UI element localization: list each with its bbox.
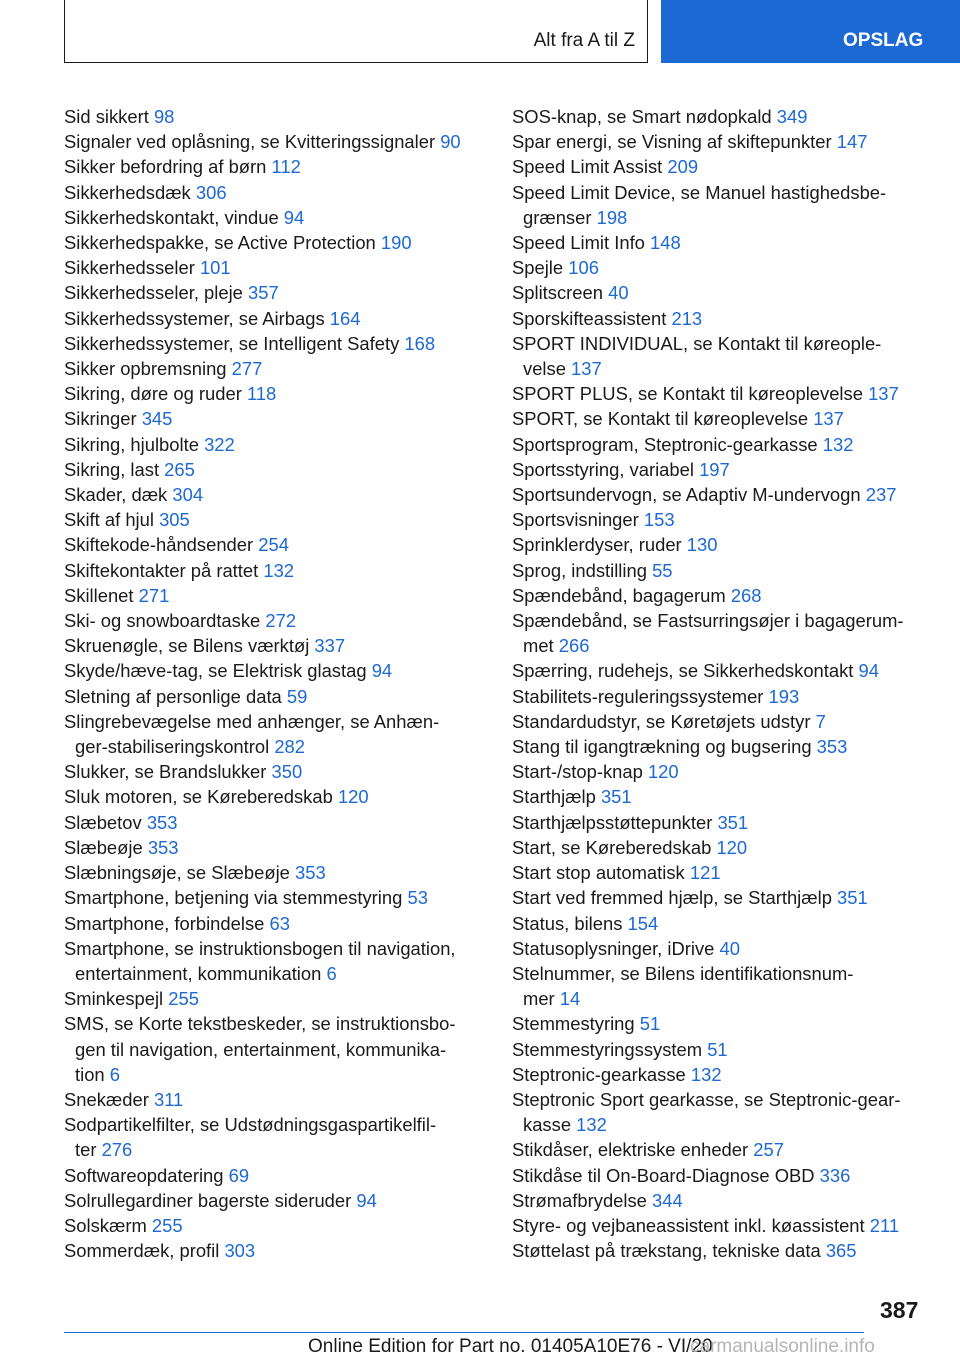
- index-entry-text: Softwareopdatering: [64, 1164, 229, 1186]
- index-entry-text: ter: [75, 1139, 102, 1161]
- index-entry-text: Steptronic-gearkasse: [512, 1063, 691, 1085]
- index-entry: [64, 129, 484, 154]
- page-reference-link[interactable]: 211: [869, 1214, 900, 1236]
- page-reference-link[interactable]: 120: [647, 761, 679, 783]
- index-entry-text: Slukker, se Brandslukker: [64, 761, 272, 783]
- index-entry: [512, 532, 932, 557]
- index-entry-text: ger-stabiliseringskontrol: [75, 736, 275, 758]
- index-entry: [64, 406, 484, 431]
- index-entry-text: Spejle: [512, 257, 569, 279]
- index-entry: [512, 306, 932, 331]
- page-reference-link[interactable]: 351: [717, 811, 749, 833]
- index-entry-text: grænser: [523, 206, 597, 228]
- index-entry: [512, 457, 932, 482]
- index-entry-text: gen til navigation, entertainment, kommunika-: [75, 1038, 447, 1060]
- index-entry: [64, 810, 484, 835]
- index-entry-text: Sikring, last: [64, 458, 165, 480]
- index-entry-text: Sikker opbremsning: [64, 358, 232, 380]
- page-reference-link[interactable]: 6: [109, 1063, 120, 1085]
- page-reference-link[interactable]: 197: [699, 458, 730, 480]
- page-reference-link[interactable]: 345: [141, 408, 173, 430]
- index-entry: [512, 961, 932, 986]
- index-entry: [64, 1011, 484, 1036]
- page-reference-link[interactable]: 311: [153, 1088, 184, 1110]
- page-reference-link[interactable]: 351: [600, 786, 632, 808]
- index-entry: [512, 885, 932, 910]
- page-reference-link[interactable]: 257: [753, 1139, 784, 1161]
- page-reference-link[interactable]: 304: [172, 484, 204, 506]
- page-reference-link[interactable]: 90: [440, 131, 461, 153]
- page-reference-link[interactable]: 266: [558, 635, 590, 657]
- index-entry: [64, 381, 484, 406]
- index-entry-continuation: [512, 1112, 932, 1137]
- page-reference-link[interactable]: 154: [627, 912, 659, 934]
- index-entry-text: kasse: [523, 1114, 577, 1136]
- index-entry-text: SPORT INDIVIDUAL, se Kontakt til køreople-: [512, 332, 882, 354]
- index-entry: [512, 1087, 932, 1112]
- index-column-left: [64, 104, 484, 1263]
- index-entry-text: Sikker befordring af børn: [64, 156, 272, 178]
- index-entry: [512, 936, 932, 961]
- page-reference-link[interactable]: 353: [295, 862, 326, 884]
- page-reference-link[interactable]: 112: [271, 156, 301, 178]
- index-entry-text: Slingrebevægelse med anhænger, se Anhæn-: [64, 710, 440, 732]
- index-entry: [512, 709, 932, 734]
- index-entry-continuation: [512, 356, 932, 381]
- footer-watermark: carmanualsonline.info: [690, 1336, 875, 1357]
- index-entry-text: Sletning af personlige data: [64, 685, 287, 707]
- index-entry-continuation: [64, 1137, 484, 1162]
- footer-divider: [64, 1332, 864, 1333]
- index-entry: [64, 482, 484, 507]
- index-entry-text: Skyde/hæve-tag, se Elektrisk glastag: [64, 660, 372, 682]
- page-reference-link[interactable]: 120: [716, 836, 748, 858]
- index-entry: [64, 784, 484, 809]
- index-entry-text: Sportsstyring, variabel: [512, 458, 700, 480]
- index-entry-text: Sminkespejl: [64, 988, 169, 1010]
- page-reference-link[interactable]: 14: [559, 988, 581, 1010]
- index-entry: [512, 810, 932, 835]
- page-reference-link[interactable]: 94: [858, 660, 879, 682]
- page-reference-link[interactable]: 190: [380, 232, 412, 254]
- page-reference-link[interactable]: 198: [596, 206, 628, 228]
- index-entry-text: Start, se Køreberedskab: [512, 836, 717, 858]
- page-reference-link[interactable]: 51: [639, 1013, 661, 1035]
- page-reference-link[interactable]: 69: [228, 1164, 250, 1186]
- index-entry-text: Skader, dæk: [64, 484, 173, 506]
- index-entry-text: Stemmestyringssystem: [512, 1038, 708, 1060]
- index-entry: [512, 1137, 932, 1162]
- index-entry-text: Sluk motoren, se Køreberedskab: [64, 786, 338, 808]
- index-entry-text: Status, bilens: [512, 912, 628, 934]
- index-entry: [512, 1037, 932, 1062]
- index-entry-text: Sprog, indstilling: [512, 559, 653, 581]
- index-entry-text: Splitscreen: [512, 282, 609, 304]
- page-reference-link[interactable]: 255: [168, 988, 199, 1010]
- index-entry-text: Speed Limit Assist: [512, 156, 668, 178]
- index-entry: [512, 835, 932, 860]
- page-reference-link[interactable]: 7: [815, 710, 826, 732]
- page-reference-link[interactable]: 164: [329, 307, 361, 329]
- index-entry: [64, 507, 484, 532]
- tab-opslag-label: OPSLAG: [843, 30, 924, 51]
- index-entry-text: Spændebånd, bagagerum: [512, 584, 731, 606]
- page-reference-link[interactable]: 6: [326, 962, 337, 984]
- index-entry-text: met: [523, 635, 559, 657]
- page-reference-link[interactable]: 305: [159, 509, 190, 531]
- index-entry: [512, 1213, 932, 1238]
- index-entry: [512, 558, 932, 583]
- index-entry-text: SMS, se Korte tekstbeskeder, se instruktionsbo-: [64, 1013, 456, 1035]
- index-entry: [64, 936, 484, 961]
- index-entry: [512, 1163, 932, 1188]
- index-entry: [64, 306, 484, 331]
- index-entry-text: SOS-knap, se Smart nødopkald: [512, 106, 777, 127]
- index-entry-continuation: [512, 205, 932, 230]
- index-entry-text: Start stop automatisk: [512, 862, 690, 884]
- index-entry-text: Statusoplysninger, iDrive: [512, 937, 720, 959]
- header-frame: [64, 0, 648, 63]
- index-entry-text: Sodpartikelfilter, se Udstødningsgaspartikelfil-: [64, 1114, 437, 1136]
- page-reference-link[interactable]: 353: [816, 736, 848, 758]
- index-entry-continuation: [64, 734, 484, 759]
- page-reference-link[interactable]: 63: [269, 912, 290, 934]
- index-entry-text: Starthjælp: [512, 786, 601, 808]
- index-entry-continuation: [64, 961, 484, 986]
- index-entry-text: mer: [523, 988, 560, 1010]
- index-entry-text: Sikkerhedssystemer, se Intelligent Safety: [64, 332, 405, 354]
- index-entry: [512, 658, 932, 683]
- page-reference-link[interactable]: 277: [231, 358, 263, 380]
- index-entry-text: velse: [523, 358, 572, 380]
- index-entry: [64, 356, 484, 381]
- page-reference-link[interactable]: 353: [146, 811, 178, 833]
- index-entry: [64, 658, 484, 683]
- index-entry-text: Stemmestyring: [512, 1013, 640, 1035]
- index-entry: [64, 558, 484, 583]
- index-entry-text: Stelnummer, se Bilens identifikationsnum-: [512, 962, 854, 984]
- index-entry-text: Slæbetov: [64, 811, 147, 833]
- page-reference-link[interactable]: 168: [404, 332, 436, 354]
- index-entry: [512, 406, 932, 431]
- index-entry-text: Smartphone, betjening via stemmestyring: [64, 887, 408, 909]
- index-entry: [64, 1087, 484, 1112]
- index-entry-text: Sikringer: [64, 408, 142, 430]
- page-reference-link[interactable]: 148: [650, 232, 681, 254]
- page-reference-link[interactable]: 209: [667, 156, 699, 178]
- page-reference-link[interactable]: 237: [865, 484, 897, 506]
- index-entry: [64, 255, 484, 280]
- index-entry: [512, 911, 932, 936]
- index-entry-text: Sikring, hjulbolte: [64, 433, 205, 455]
- index-entry: [64, 1112, 484, 1137]
- index-entry-text: Sporskifteassistent: [512, 307, 672, 329]
- page-reference-link[interactable]: 120: [337, 786, 369, 808]
- index-entry-text: Spændebånd, se Fastsurringsøjer i bagagerum-: [512, 610, 904, 632]
- page-reference-link[interactable]: 193: [768, 685, 800, 707]
- index-entry: [512, 684, 932, 709]
- index-entry: [64, 1188, 484, 1213]
- index-entry: [64, 457, 484, 482]
- page-reference-link[interactable]: 137: [868, 383, 899, 405]
- page-reference-link[interactable]: 255: [151, 1214, 183, 1236]
- index-entry: [512, 507, 932, 532]
- index-entry-text: Sikkerhedspakke, se Active Protection: [64, 232, 381, 254]
- index-entry-text: Skiftekode-håndsender: [64, 534, 259, 556]
- index-entry: [64, 432, 484, 457]
- index-entry: [512, 1062, 932, 1087]
- index-entry-text: Sikkerhedskontakt, vindue: [64, 206, 284, 228]
- index-entry-text: Signaler ved oplåsning, se Kvitteringssignaler: [64, 131, 441, 153]
- index-entry-text: Solskærm: [64, 1214, 152, 1236]
- index-entry-continuation: [64, 1037, 484, 1062]
- index-entry: [512, 1238, 932, 1263]
- page-reference-link[interactable]: 132: [576, 1114, 607, 1136]
- page-reference-link[interactable]: 271: [138, 584, 170, 606]
- index-entry-text: Støttelast på trækstang, tekniske data: [512, 1240, 826, 1262]
- index-entry: [512, 129, 932, 154]
- index-entry-text: Start ved fremmed hjælp, se Starthjælp: [512, 887, 838, 909]
- index-entry-text: Snekæder: [64, 1088, 154, 1110]
- index-entry: [512, 180, 932, 205]
- page-reference-link[interactable]: 306: [195, 181, 227, 203]
- index-entry-text: Stikdåse til On-Board-Diagnose OBD: [512, 1164, 820, 1186]
- page-reference-link[interactable]: 254: [258, 534, 289, 556]
- index-entry: [512, 734, 932, 759]
- page-reference-link[interactable]: 147: [836, 131, 868, 153]
- page-reference-link[interactable]: 137: [813, 408, 844, 430]
- page-reference-link[interactable]: 276: [101, 1139, 133, 1161]
- index-entry: [512, 608, 932, 633]
- index-entry-text: Sportsundervogn, se Adaptiv M-undervogn: [512, 484, 866, 506]
- index-entry-text: tion: [75, 1063, 110, 1085]
- index-entry: [512, 255, 932, 280]
- page-reference-link[interactable]: 357: [248, 282, 279, 304]
- page-reference-link[interactable]: 336: [819, 1164, 851, 1186]
- index-entry: [512, 154, 932, 179]
- page-reference-link[interactable]: 353: [147, 836, 179, 858]
- index-entry: [512, 1188, 932, 1213]
- page-reference-link[interactable]: 137: [571, 358, 602, 380]
- page-reference-link[interactable]: 344: [652, 1189, 683, 1211]
- page-reference-link[interactable]: 132: [263, 559, 295, 581]
- page-reference-link[interactable]: 265: [164, 458, 195, 480]
- index-entry-text: SPORT, se Kontakt til køreoplevelse: [512, 408, 814, 430]
- index-entry: [64, 583, 484, 608]
- page-reference-link[interactable]: 94: [283, 206, 305, 228]
- index-entry-text: Sportsvisninger: [512, 509, 644, 531]
- page-reference-link[interactable]: 268: [730, 584, 762, 606]
- index-entry: [512, 784, 932, 809]
- index-entry: [64, 684, 484, 709]
- page-reference-link[interactable]: 101: [199, 257, 231, 279]
- index-entry-text: Speed Limit Device, se Manuel hastighedsbe-: [512, 181, 887, 203]
- index-entry-continuation: [512, 986, 932, 1011]
- index-entry-text: Sikkerhedsseler: [64, 257, 200, 279]
- index-entry: [512, 1011, 932, 1036]
- index-entry: [512, 432, 932, 457]
- page-reference-link[interactable]: 121: [689, 862, 721, 884]
- index-entry: [512, 104, 932, 129]
- index-entry: [64, 860, 484, 885]
- page-reference-link[interactable]: 94: [356, 1189, 377, 1211]
- index-entry-text: Stikdåser, elektriske enheder: [512, 1139, 754, 1161]
- tab-opslag[interactable]: [661, 0, 960, 63]
- index-entry: [64, 885, 484, 910]
- index-entry-text: Smartphone, se instruktionsbogen til navigation,: [64, 937, 456, 959]
- index-entry-text: Slæbeøje: [64, 836, 148, 858]
- index-entry-text: Solrullegardiner bagerste sideruder: [64, 1189, 357, 1211]
- page-reference-link[interactable]: 53: [407, 887, 428, 909]
- index-entry-text: Stabilitets-reguleringssystemer: [512, 685, 769, 707]
- index-entry-text: Speed Limit Info: [512, 232, 651, 254]
- index-entry-text: Skift af hjul: [64, 509, 160, 531]
- page-reference-link[interactable]: 350: [271, 761, 303, 783]
- index-entry-text: Stang til igangtrækning og bugsering: [512, 736, 817, 758]
- index-entry: [64, 230, 484, 255]
- index-entry-text: Styre- og vejbaneassistent inkl. køassistent: [512, 1214, 870, 1236]
- index-entry: [64, 154, 484, 179]
- page-reference-link[interactable]: 55: [652, 559, 673, 581]
- index-entry-text: Skillenet: [64, 584, 139, 606]
- page-reference-link[interactable]: 322: [204, 433, 235, 455]
- index-entry-text: SPORT PLUS, se Kontakt til køreoplevelse: [512, 383, 869, 405]
- page-reference-link[interactable]: 213: [671, 307, 703, 329]
- index-entry-text: Strømafbrydelse: [512, 1189, 653, 1211]
- page-reference-link[interactable]: 94: [371, 660, 393, 682]
- index-entry-continuation: [512, 633, 932, 658]
- page-reference-link[interactable]: 303: [224, 1240, 256, 1262]
- index-entry: [64, 759, 484, 784]
- page-reference-link[interactable]: 153: [643, 509, 675, 531]
- index-entry: [64, 280, 484, 305]
- index-entry-text: Sikring, døre og ruder: [64, 383, 247, 405]
- index-entry: [512, 482, 932, 507]
- page-reference-link[interactable]: 351: [837, 887, 868, 909]
- index-entry: [64, 180, 484, 205]
- index-entry: [512, 381, 932, 406]
- index-entry: [64, 709, 484, 734]
- index-entry-continuation: [64, 1062, 484, 1087]
- index-entry-text: Sikkerhedsdæk: [64, 181, 196, 203]
- index-entry-text: Spærring, rudehejs, se Sikkerhedskontakt: [512, 660, 859, 682]
- index-entry-text: Sikkerhedsseler, pleje: [64, 282, 249, 304]
- index-entry-text: Sommerdæk, profil: [64, 1240, 225, 1262]
- section-title: Alt fra A til Z: [533, 30, 635, 51]
- index-entry-text: Smartphone, forbindelse: [64, 912, 270, 934]
- index-entry: [512, 759, 932, 784]
- index-entry: [64, 608, 484, 633]
- index-entry-text: Skruenøgle, se Bilens værktøj: [64, 635, 315, 657]
- index-entry: [512, 860, 932, 885]
- index-entry-text: Steptronic Sport gearkasse, se Steptronic-gear-: [512, 1088, 901, 1110]
- index-entry: [512, 331, 932, 356]
- page-reference-link[interactable]: 51: [707, 1038, 728, 1060]
- index-entry: [64, 104, 484, 129]
- index-entry: [64, 633, 484, 658]
- index-entry: [64, 911, 484, 936]
- page-reference-link[interactable]: 349: [776, 106, 808, 127]
- page-reference-link[interactable]: 98: [153, 106, 175, 127]
- index-entry: [512, 583, 932, 608]
- index-entry: [512, 280, 932, 305]
- index-entry-text: Spar energi, se Visning af skiftepunkter: [512, 131, 837, 153]
- index-entry-text: entertainment, kommunikation: [75, 962, 327, 984]
- index-entry-text: Sportsprogram, Steptronic-gearkasse: [512, 433, 823, 455]
- page-reference-link[interactable]: 130: [686, 534, 718, 556]
- index-entry: [64, 205, 484, 230]
- index-entry-text: Skiftekontakter på rattet: [64, 559, 264, 581]
- page-reference-link[interactable]: 365: [825, 1240, 857, 1262]
- page-number: 387: [880, 1297, 919, 1323]
- index-entry: [64, 1213, 484, 1238]
- index-entry: [64, 532, 484, 557]
- page-reference-link[interactable]: 132: [822, 433, 854, 455]
- page-reference-link[interactable]: 118: [246, 383, 277, 405]
- index-entry-text: Standardudstyr, se Køretøjets udstyr: [512, 710, 816, 732]
- index-column-right: [512, 104, 932, 1263]
- page-reference-link[interactable]: 40: [719, 937, 740, 959]
- page-reference-link[interactable]: 40: [608, 282, 629, 304]
- page-reference-link[interactable]: 106: [568, 257, 599, 279]
- index-entry: [64, 331, 484, 356]
- index-entry-text: Sikkerhedssystemer, se Airbags: [64, 307, 330, 329]
- page-reference-link[interactable]: 272: [265, 610, 297, 632]
- page-reference-link[interactable]: 59: [286, 685, 308, 707]
- index-entry-text: Starthjælpsstøttepunkter: [512, 811, 718, 833]
- index-entry: [64, 1238, 484, 1263]
- index-entry: [64, 1163, 484, 1188]
- footer-edition: Online Edition for Part no. 01405A10E76 - VI/20: [308, 1336, 713, 1357]
- page-reference-link[interactable]: 282: [274, 736, 306, 758]
- index-entry-text: Slæbningsøje, se Slæbeøje: [64, 862, 296, 884]
- page-reference-link[interactable]: 337: [314, 635, 346, 657]
- index-entry-text: Sid sikkert: [64, 106, 154, 127]
- index-entry: [64, 835, 484, 860]
- index-entry-text: Start-/stop-knap: [512, 761, 648, 783]
- page-reference-link[interactable]: 132: [690, 1063, 722, 1085]
- index-entry: [512, 230, 932, 255]
- index-entry-text: Ski- og snowboardtaske: [64, 610, 266, 632]
- index-entry-text: Sprinklerdyser, ruder: [512, 534, 687, 556]
- index-entry: [64, 986, 484, 1011]
